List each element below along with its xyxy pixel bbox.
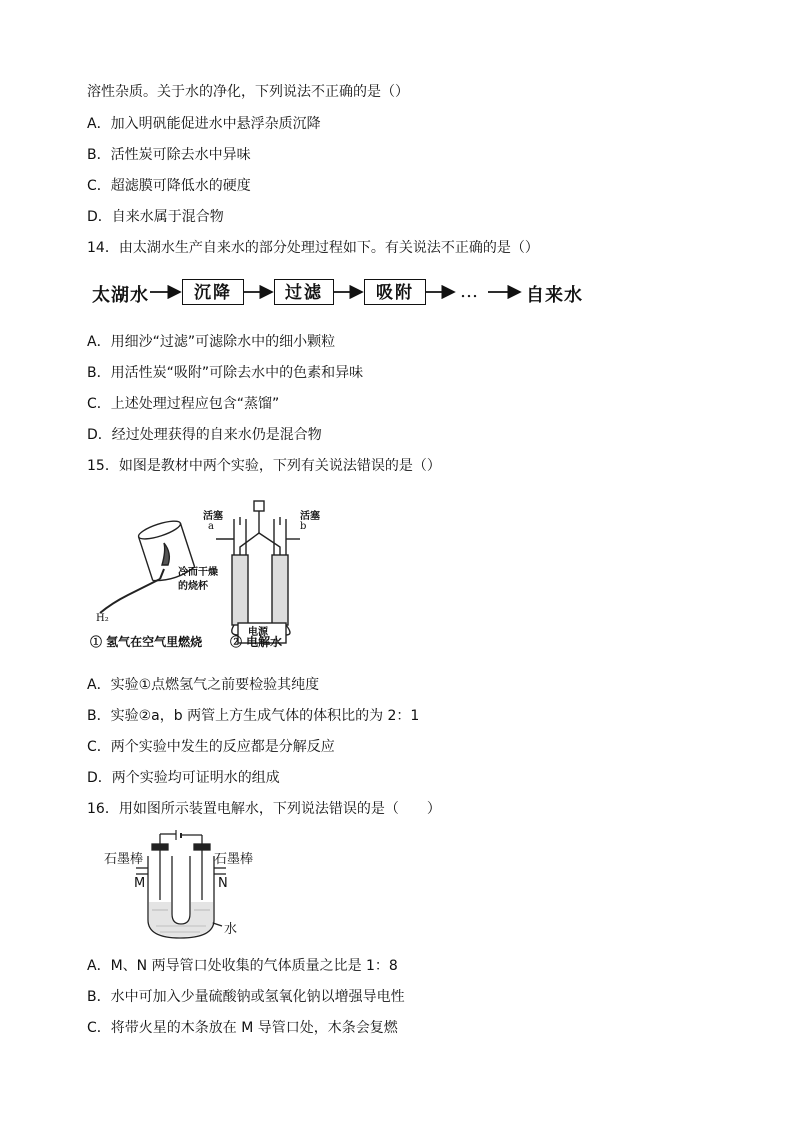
q15-option-c[interactable]: C．两个实验中发生的反应都是分解反应 bbox=[87, 739, 335, 755]
flow-ellipsis: … bbox=[460, 281, 479, 302]
q16-figure bbox=[100, 830, 270, 945]
q13-option-d[interactable]: D．自来水属于混合物 bbox=[87, 209, 224, 225]
water-label: 水 bbox=[224, 922, 238, 937]
q15-option-a[interactable]: A．实验①点燃氢气之前要检验其纯度 bbox=[87, 677, 320, 693]
power-label: 电源 bbox=[248, 627, 268, 638]
caption-experiment-1: ① 氢气在空气里燃烧 bbox=[90, 635, 203, 649]
q15-stem: 15．如图是教材中两个实验，下列有关说法错误的是（） bbox=[87, 458, 441, 474]
port-n-label: N bbox=[218, 876, 228, 891]
q13-option-c[interactable]: C．超滤膜可降低水的硬度 bbox=[87, 178, 251, 194]
tube-b-label: b bbox=[300, 521, 307, 532]
valve-right-label: 活塞 bbox=[300, 511, 320, 522]
q14-option-b[interactable]: B．用活性炭“吸附”可除去水中的色素和异味 bbox=[87, 365, 364, 381]
q14-option-c[interactable]: C．上述处理过程应包含“蒸馏” bbox=[87, 396, 280, 412]
flow-step-adsorb: 吸附 bbox=[364, 279, 426, 305]
flow-arrows bbox=[92, 279, 592, 309]
left-rod-label: 石墨棒 bbox=[104, 852, 144, 867]
beaker-label: 冷而干燥 bbox=[178, 567, 218, 578]
flow-step-filter: 过滤 bbox=[274, 279, 334, 305]
valve-left-label: 活塞 bbox=[203, 511, 223, 522]
beaker-label-2: 的烧杯 bbox=[178, 581, 208, 592]
port-m-label: M bbox=[134, 876, 146, 891]
caption-experiment-2: ② 电解水 bbox=[230, 635, 283, 649]
right-rod-label: 石墨棒 bbox=[214, 852, 254, 867]
q13-option-a[interactable]: A．加入明矾能促进水中悬浮杂质沉降 bbox=[87, 116, 321, 132]
q16-option-c[interactable]: C．将带火星的木条放在 M 导管口处，木条会复燃 bbox=[87, 1020, 398, 1036]
q13-option-b[interactable]: B．活性炭可除去水中异味 bbox=[87, 147, 251, 163]
q14-stem: 14．由太湖水生产自来水的部分处理过程如下。有关说法不正确的是（） bbox=[87, 240, 539, 256]
flow-end-label: 自来水 bbox=[526, 285, 583, 306]
q13-stem-tail: 溶性杂质。关于水的净化，下列说法不正确的是（） bbox=[87, 84, 409, 100]
q16-option-a[interactable]: A．M、N 两导管口处收集的气体质量之比是 1：8 bbox=[87, 958, 398, 974]
h2-label: H₂ bbox=[96, 613, 109, 624]
q14-option-a[interactable]: A．用细沙“过滤”可滤除水中的细小颗粒 bbox=[87, 334, 336, 350]
flow-step-settle: 沉降 bbox=[182, 279, 244, 305]
tube-a-label: a bbox=[208, 521, 214, 532]
q16-option-b[interactable]: B．水中可加入少量硫酸钠或氢氧化钠以增强导电性 bbox=[87, 989, 405, 1005]
q15-option-d[interactable]: D．两个实验均可证明水的组成 bbox=[87, 770, 280, 786]
q14-option-d[interactable]: D．经过处理获得的自来水仍是混合物 bbox=[87, 427, 322, 443]
flow-start-label: 太湖水 bbox=[92, 285, 149, 306]
q15-option-b[interactable]: B．实验②a，b 两管上方生成气体的体积比的为 2：1 bbox=[87, 708, 420, 724]
q15-figure bbox=[88, 495, 338, 655]
q16-stem: 16．用如图所示装置电解水，下列说法错误的是（ ） bbox=[87, 801, 441, 817]
q14-flow-diagram bbox=[92, 279, 592, 309]
